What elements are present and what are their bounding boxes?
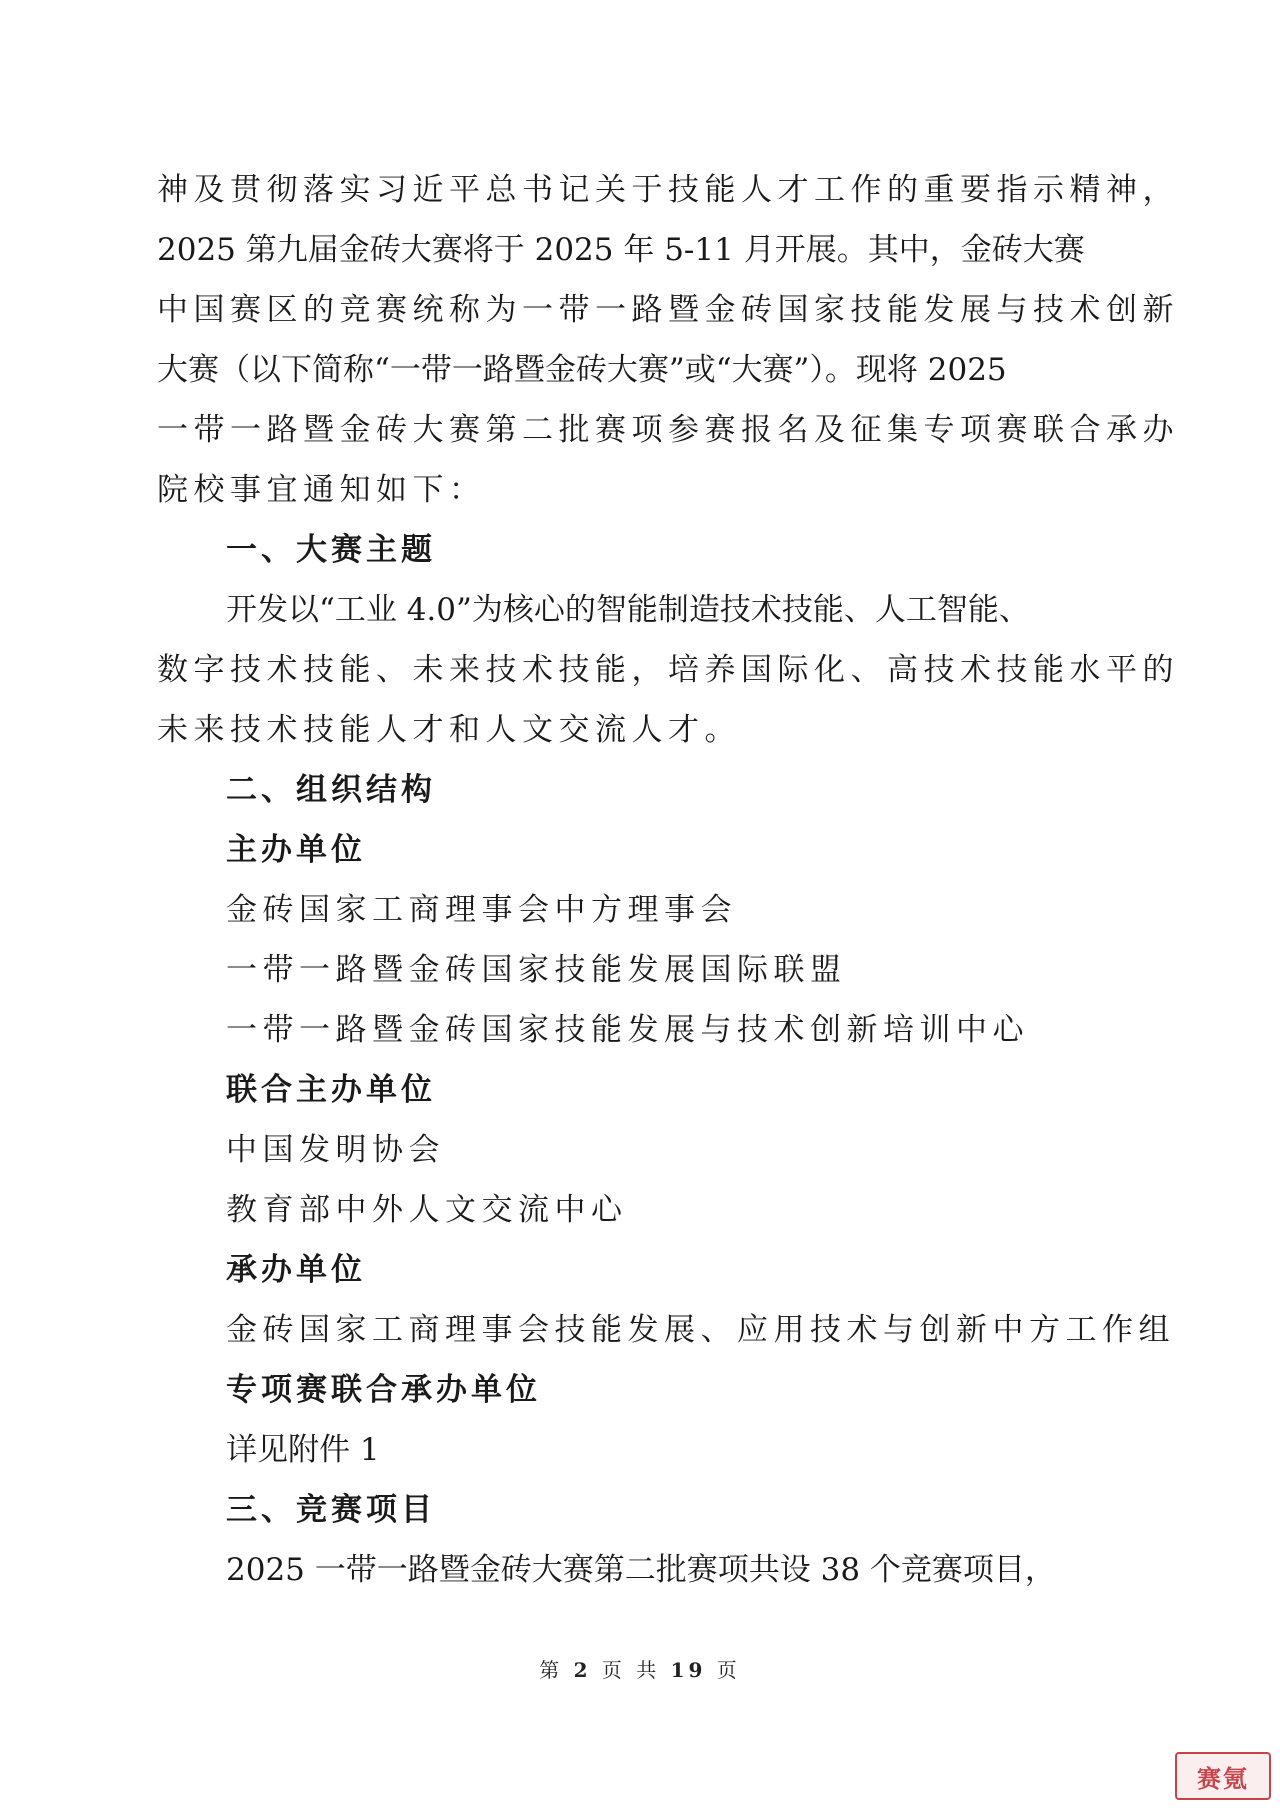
- footer-suffix: 页: [716, 1658, 741, 1682]
- paragraph-line: 2025 第九届金砖大赛将于 2025 年 5-11 月开展。其中，金砖大赛: [157, 232, 1085, 268]
- paragraph-line: 开发以“工业 4.0”为核心的智能制造技术技能、人工智能、: [226, 592, 1030, 628]
- paragraph-line: 大赛（以下简称“一带一路暨金砖大赛”或“大赛”）。现将 2025: [157, 352, 1007, 388]
- org-item: 金砖国家工商理事会中方理事会: [226, 892, 737, 928]
- document-body: [157, 160, 1179, 1600]
- paragraph-line: 院校事宜通知如下：: [157, 472, 486, 508]
- subheading-host: 主办单位: [226, 832, 366, 868]
- org-item: 教育部中外人文交流中心: [226, 1192, 628, 1228]
- org-item: 一带一路暨金砖国家技能发展与技术创新培训中心: [226, 1012, 1029, 1048]
- footer-page-number: 2: [573, 1658, 592, 1682]
- subheading-organizer: 承办单位: [226, 1252, 366, 1288]
- section-heading-theme: 一、大赛主题: [226, 532, 436, 568]
- org-item: 详见附件 1: [226, 1432, 380, 1468]
- watermark-logo: 赛氪: [1175, 1752, 1271, 1800]
- section-heading-organization: 二、组织结构: [226, 772, 436, 808]
- paragraph-line: 一带一路暨金砖大赛第二批赛项参赛报名及征集专项赛联合承办: [157, 412, 1179, 448]
- section-heading-competition: 三、竞赛项目: [226, 1492, 436, 1528]
- org-item: 金砖国家工商理事会技能发展、应用技术与创新中方工作组: [226, 1312, 1175, 1348]
- paragraph-line: 中国赛区的竞赛统称为一带一路暨金砖国家技能发展与技术创新: [157, 292, 1179, 328]
- subheading-co-host: 联合主办单位: [226, 1072, 436, 1108]
- paragraph-line: 未来技术技能人才和人文交流人才。: [157, 712, 741, 748]
- footer-total-pages: 19: [670, 1658, 707, 1682]
- org-item: 一带一路暨金砖国家技能发展国际联盟: [226, 952, 847, 988]
- footer-middle: 页 共: [601, 1658, 661, 1682]
- paragraph-line: 2025 一带一路暨金砖大赛第二批赛项共设 38 个竞赛项目，: [226, 1552, 1056, 1588]
- footer-prefix: 第: [539, 1658, 564, 1682]
- page-footer: [0, 1654, 1280, 1683]
- paragraph-line: 数字技术技能、未来技术技能，培养国际化、高技术技能水平的: [157, 652, 1179, 688]
- paragraph-line: 神及贯彻落实习近平总书记关于技能人才工作的重要指示精神，: [157, 172, 1179, 208]
- org-item: 中国发明协会: [226, 1132, 445, 1168]
- subheading-special-co-organizer: 专项赛联合承办单位: [226, 1372, 541, 1408]
